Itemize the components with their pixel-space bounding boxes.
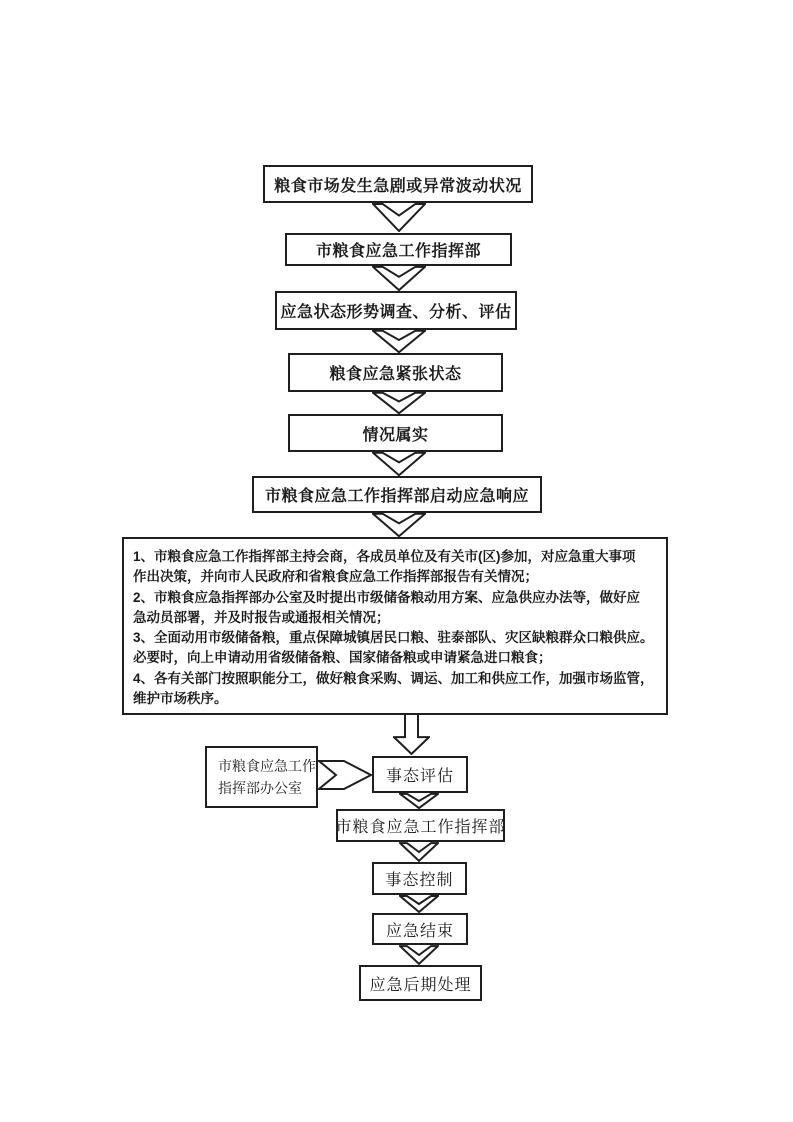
down-chevron-arrow-icon bbox=[372, 203, 426, 232]
down-chevron-arrow-icon bbox=[372, 513, 426, 537]
node-market-fluctuation: 粮食市场发生急剧或异常波动状况 bbox=[263, 165, 533, 203]
node-emergency-hq-2: 市粮食应急工作指挥部 bbox=[336, 809, 505, 842]
node-tension-state: 粮食应急紧张状态 bbox=[288, 353, 503, 392]
node-hq-office bbox=[205, 746, 318, 808]
node-post-response-handling: 应急后期处理 bbox=[359, 965, 482, 1001]
node-emergency-hq: 市粮食应急工作指挥部 bbox=[285, 233, 512, 266]
response-measures-box bbox=[122, 537, 668, 715]
right-chevron-arrow-icon bbox=[318, 757, 372, 793]
measure-line: 维护市场秩序。 bbox=[133, 691, 228, 707]
measure-line: 2、市粮食应急指挥部办公室及时提出市级储备粮动用方案、应急供应办法等，做好应 bbox=[133, 589, 641, 605]
measure-line: 作出决策，并向市人民政府和省粮食应急工作指挥部报告有关情况； bbox=[133, 569, 538, 585]
node-activate-response: 市粮食应急工作指挥部启动应急响应 bbox=[252, 476, 542, 513]
measure-line: 急动员部署，并及时报告或通报相关情况； bbox=[133, 609, 390, 625]
down-chevron-arrow-icon bbox=[372, 330, 426, 353]
node-response-end: 应急结束 bbox=[372, 913, 468, 945]
node-situation-verified: 情况属实 bbox=[288, 414, 503, 452]
down-chevron-arrow-icon bbox=[399, 793, 439, 809]
down-chevron-arrow-icon bbox=[372, 266, 426, 291]
node-situation-control: 事态控制 bbox=[372, 862, 467, 895]
down-chevron-arrow-icon bbox=[372, 392, 426, 414]
down-block-arrow-icon bbox=[393, 713, 430, 755]
down-chevron-arrow-icon bbox=[399, 945, 439, 965]
measure-line: 3、全面动用市级储备粮，重点保障城镇居民口粮、驻泰部队、灾区缺粮群众口粮供应。 bbox=[133, 630, 654, 646]
down-chevron-arrow-icon bbox=[399, 842, 439, 862]
measure-line: 1、市粮食应急工作指挥部主持会商，各成员单位及有关市(区)参加，对应急重大事项 bbox=[133, 549, 636, 564]
node-situation-investigation: 应急状态形势调查、分析、评估 bbox=[275, 291, 517, 330]
hq-office-line2: 指挥部办公室 bbox=[218, 780, 302, 796]
measure-line: 4、各有关部门按照职能分工，做好粮食采购、调运、加工和供应工作，加强市场监管， bbox=[133, 670, 654, 686]
down-chevron-arrow-icon bbox=[372, 452, 426, 476]
measure-line: 必要时，向上申请动用省级储备粮、国家储备粮或申请紧急进口粮食； bbox=[133, 650, 552, 666]
node-situation-assessment: 事态评估 bbox=[372, 756, 468, 793]
hq-office-line1: 市粮食应急工作 bbox=[218, 758, 316, 774]
down-chevron-arrow-icon bbox=[399, 895, 439, 913]
